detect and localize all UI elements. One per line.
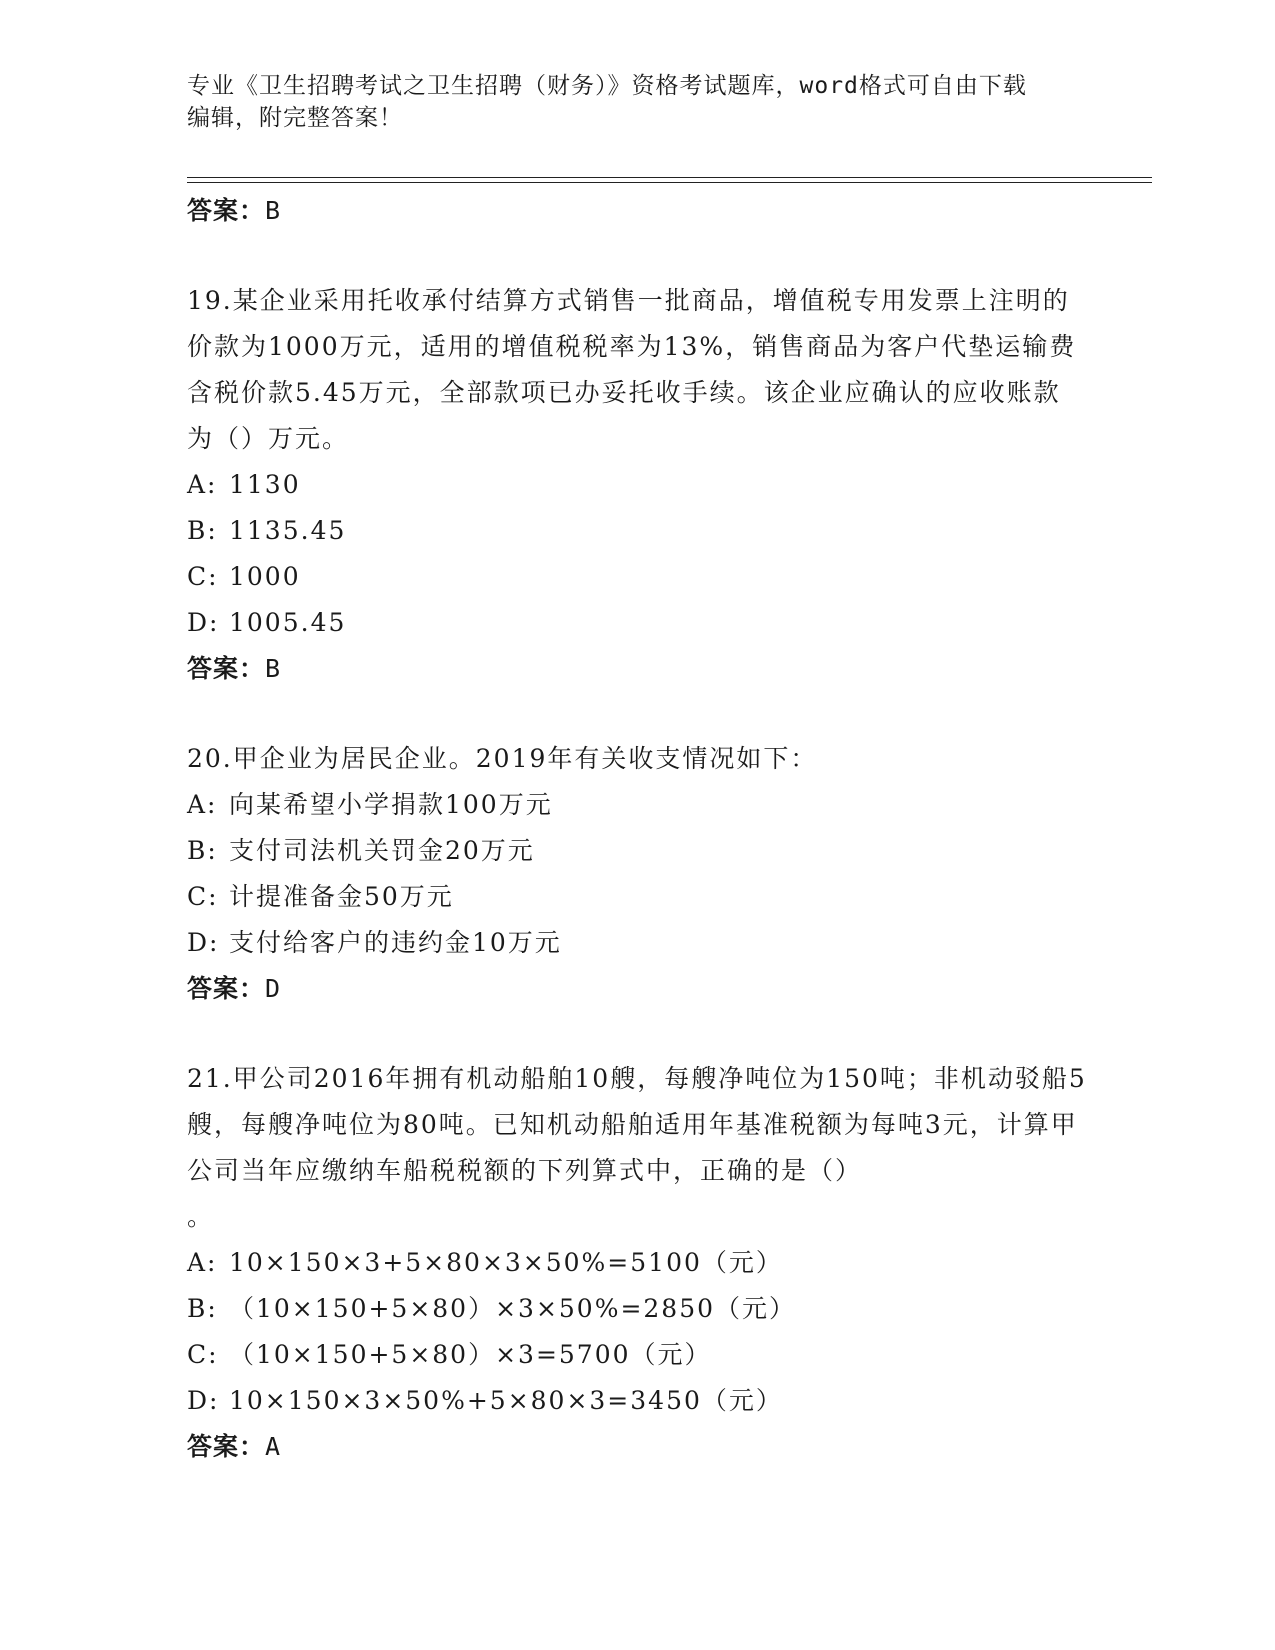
answer-label: 答案：: [187, 1432, 266, 1461]
question-block: [187, 736, 1087, 1012]
option-text: 10×150×3×50%+5×80×3=3450（元）: [229, 1386, 783, 1415]
answer-label: 答案：: [187, 654, 266, 683]
answer-line: [187, 966, 1087, 1012]
question-list: [187, 188, 1087, 1470]
option-letter: B:: [187, 1294, 218, 1323]
option-letter: C:: [187, 882, 219, 911]
option-c: [187, 874, 1087, 920]
document-header: [187, 70, 1077, 134]
header-divider-top: [187, 177, 1152, 178]
header-line-2: 编辑，附完整答案！: [187, 105, 403, 131]
option-letter: D:: [187, 928, 220, 957]
question-block: [187, 1056, 1087, 1470]
option-c: [187, 1332, 1087, 1378]
option-c: [187, 554, 1087, 600]
option-text: 1130: [229, 470, 301, 499]
question-stem-continuation: 。: [187, 1202, 215, 1231]
option-letter: A:: [187, 470, 218, 499]
answer-value: A: [265, 1432, 282, 1461]
question-stem: 20.甲企业为居民企业。2019年有关收支情况如下：: [187, 744, 818, 773]
option-letter: A:: [187, 1248, 218, 1277]
option-b: [187, 508, 1087, 554]
option-text: 支付司法机关罚金20万元: [229, 836, 535, 865]
header-line-1: 专业《卫生招聘考试之卫生招聘（财务）》资格考试题库，word格式可自由下载: [187, 73, 1027, 99]
option-text: 10×150×3+5×80×3×50%=5100（元）: [229, 1248, 783, 1277]
option-d: [187, 1378, 1087, 1424]
answer-label: 答案：: [187, 196, 266, 225]
option-text: 计提准备金50万元: [229, 882, 454, 911]
option-text: 支付给客户的违约金10万元: [229, 928, 562, 957]
question-stem: 19.某企业采用托收承付结算方式销售一批商品，增值税专用发票上注明的价款为1000万元，适用的增值税税率为13%，销售商品为客户代垫运输费含税价款5.45万元，全部款项已办妥托收手续。该企业应确认的应收账款为（）万元。: [187, 286, 1077, 453]
option-letter: D:: [187, 1386, 220, 1415]
option-b: [187, 828, 1087, 874]
answer-line: [187, 646, 1087, 692]
option-text: （10×150+5×80）×3=5700（元）: [229, 1340, 712, 1369]
option-text: （10×150+5×80）×3×50%=2850（元）: [229, 1294, 797, 1323]
option-text: 1000: [229, 562, 301, 591]
option-letter: C:: [187, 1340, 219, 1369]
answer-value: D: [265, 974, 282, 1003]
option-letter: B:: [187, 516, 218, 545]
option-text: 向某希望小学捐款100万元: [229, 790, 553, 819]
answer-value: B: [265, 654, 282, 683]
option-letter: A:: [187, 790, 218, 819]
option-b: [187, 1286, 1087, 1332]
option-text: 1135.45: [229, 516, 347, 545]
option-a: [187, 782, 1087, 828]
answer-line: [187, 1424, 1087, 1470]
option-letter: C:: [187, 562, 219, 591]
option-d: [187, 920, 1087, 966]
question-stem: 21.甲公司2016年拥有机动船舶10艘，每艘净吨位为150吨；非机动驳船5艘，每艘净吨位为80吨。已知机动船舶适用年基准税额为每吨3元，计算甲公司当年应缴纳车船税税额的下列算式中，正确的是（）: [187, 1064, 1087, 1185]
option-letter: D:: [187, 608, 220, 637]
option-d: [187, 600, 1087, 646]
option-a: [187, 1240, 1087, 1286]
option-letter: B:: [187, 836, 218, 865]
answer-value: B: [265, 196, 282, 225]
option-text: 1005.45: [229, 608, 347, 637]
option-a: [187, 462, 1087, 508]
question-block: [187, 278, 1087, 692]
answer-label: 答案：: [187, 974, 266, 1003]
answer-line: [187, 188, 1087, 234]
header-divider-bottom: [187, 182, 1152, 183]
